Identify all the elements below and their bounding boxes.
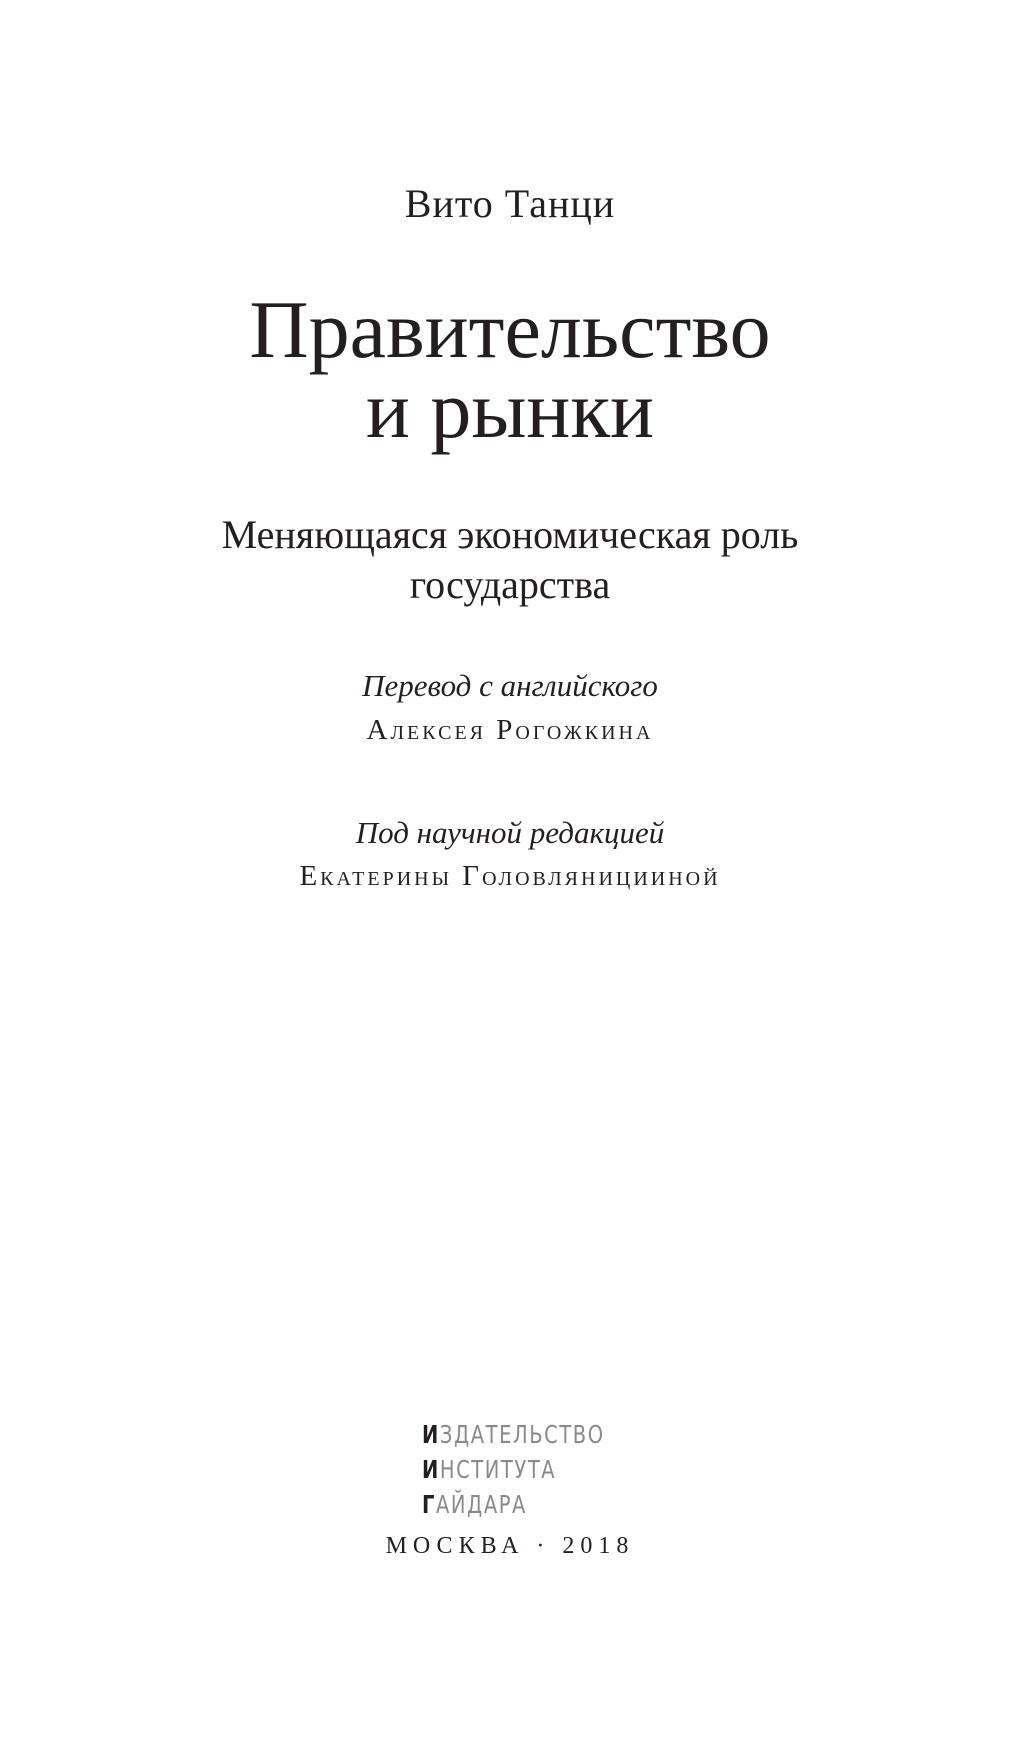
- publisher-logo-initial: И: [422, 1420, 440, 1449]
- book-title: [0, 284, 1020, 455]
- publisher-logo-word: НСТИТУТА: [439, 1455, 557, 1484]
- publisher-logo-row: [422, 1487, 605, 1522]
- book-subtitle-line-2: государства: [409, 562, 611, 607]
- editing-label: Под научной редакцией: [355, 815, 665, 850]
- author-name: Вито Танци: [404, 181, 616, 226]
- publisher-logo-initial: И: [422, 1455, 440, 1484]
- publisher-logo-row: [422, 1417, 605, 1452]
- editor-name: Екатерины Головляницииной: [299, 860, 721, 892]
- publisher-logo-row: [422, 1452, 605, 1487]
- book-subtitle-line-1: Меняющаяся экономическая роль: [221, 512, 799, 557]
- translation-label: Перевод с английского: [362, 668, 658, 703]
- book-title-line-2: и рынки: [365, 364, 655, 455]
- translator-name: Алексея Рогожкина: [366, 714, 654, 746]
- publisher-logo-word: ЗДАТЕЛЬСТВО: [439, 1420, 605, 1449]
- publisher-logo-initial: Г: [422, 1490, 436, 1519]
- imprint-city-year: МОСКВА · 2018: [385, 1533, 635, 1559]
- book-title-line-1: Правительство: [249, 284, 771, 375]
- publisher-logo-word: АЙДАРА: [435, 1490, 527, 1519]
- book-subtitle: [0, 510, 1020, 610]
- publisher-logo: [422, 1417, 605, 1522]
